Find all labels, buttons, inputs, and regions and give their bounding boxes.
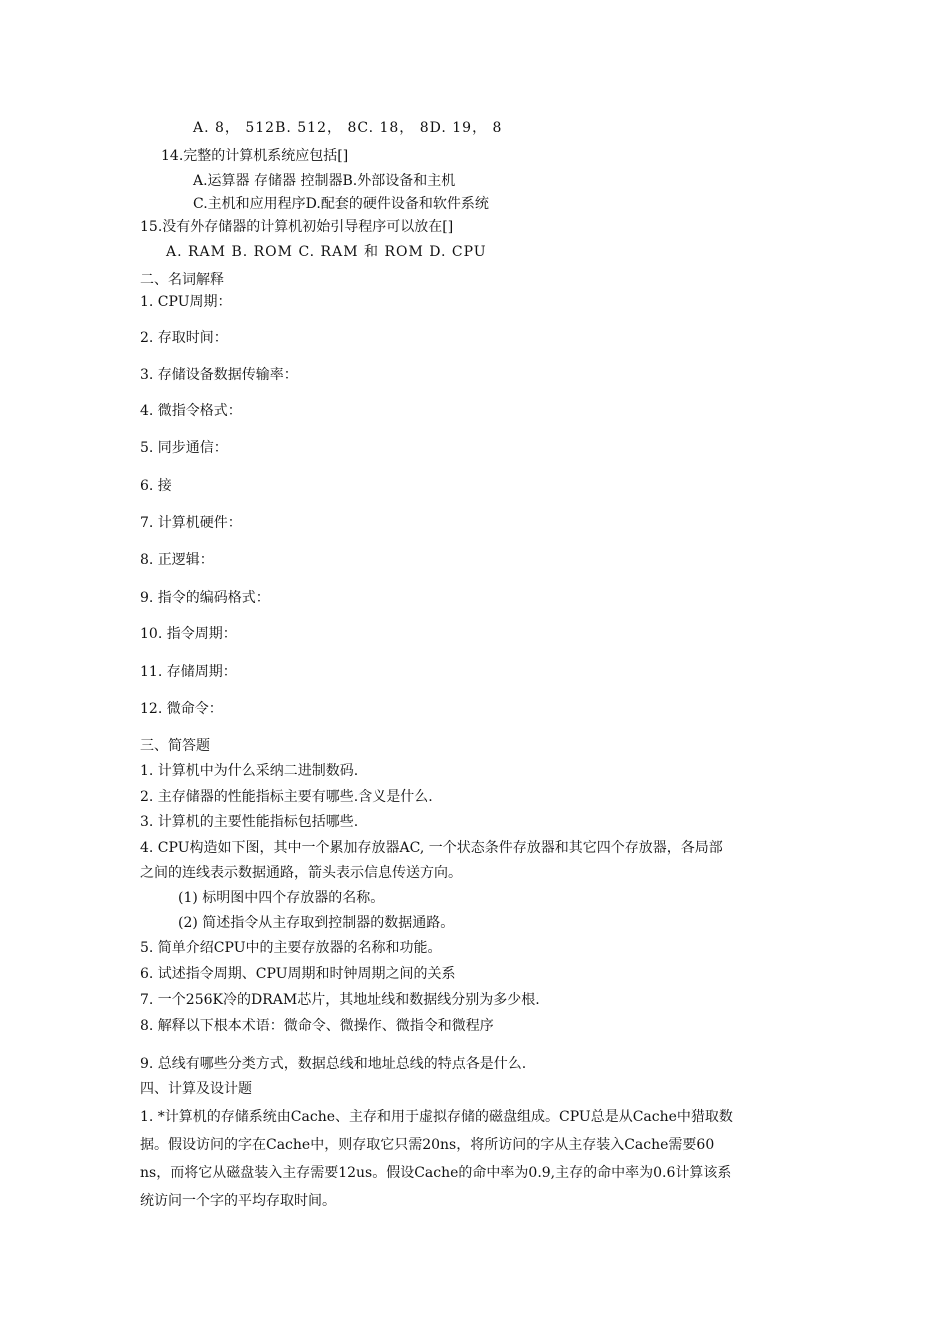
term-item: 12. 微命令：	[140, 701, 223, 717]
short-answer-q7: 7. 一个256K冷的DRAM芯片，其地址线和数据线分别为多少根.	[140, 992, 540, 1008]
section-3-heading: 三、简答题	[140, 738, 210, 754]
term-item: 9. 指令的编码格式：	[140, 590, 270, 606]
q14-options-1: A.运算器 存储器 控制器B.外部设备和主机	[193, 173, 456, 189]
short-answer-q4-sub-1: (1) 标明图中四个存放器的名称。	[178, 890, 385, 906]
short-answer-q6: 6. 试述指令周期、CPU周期和时钟周期之间的关系	[140, 966, 456, 982]
short-answer-q2: 2. 主存储器的性能指标主要有哪些.含义是什么.	[140, 789, 433, 805]
term-item: 5. 同步通信：	[140, 440, 228, 456]
short-answer-q8: 8. 解释以下根本术语：微命令、微操作、微指令和微程序	[140, 1018, 494, 1034]
term-item: 7. 计算机硬件：	[140, 515, 242, 531]
term-item: 4. 微指令格式：	[140, 403, 242, 419]
q14-options-2: C.主机和应用程序D.配套的硬件设备和软件系统	[193, 196, 489, 212]
section-2-heading: 二、名词解释	[140, 272, 224, 288]
short-answer-q5: 5. 简单介绍CPU中的主要存放器的名称和功能。	[140, 940, 442, 956]
q13-options: A. 8， 512B. 512， 8C. 18， 8D. 19， 8	[193, 120, 503, 136]
short-answer-q9: 9. 总线有哪些分类方式，数据总线和地址总线的特点各是什么.	[140, 1056, 527, 1072]
calc-q1-line-2: 据。假设访问的字在Cache中，则存取它只需20ns，将所访问的字从主存装入Cache需要60	[140, 1137, 715, 1153]
short-answer-q4-line-1: 4. CPU构造如下图，其中一个累加存放器AC, 一个状态条件存放器和其它四个存放器，各局部	[140, 840, 723, 856]
calc-q1-line-4: 统访问一个字的平均存取时间。	[140, 1193, 336, 1209]
term-item: 11. 存储周期：	[140, 664, 237, 680]
short-answer-q4-sub-2: (2) 简述指令从主存取到控制器的数据通路。	[178, 915, 455, 931]
term-item: 2. 存取时间：	[140, 330, 228, 346]
term-item: 1. CPU周期：	[140, 294, 232, 310]
term-item: 6. 接	[140, 478, 172, 494]
section-4-heading: 四、计算及设计题	[140, 1081, 252, 1097]
q15-options: A. RAM B. ROM C. RAM 和 ROM D. CPU	[166, 244, 487, 260]
short-answer-q4-line-2: 之间的连线表示数据通路，箭头表示信息传送方向。	[140, 865, 462, 881]
calc-q1-line-1: 1. *计算机的存储系统由Cache、主存和用于虚拟存储的磁盘组成。CPU总是从Cache中猎取数	[140, 1109, 733, 1125]
term-item: 3. 存储设备数据传输率：	[140, 367, 298, 383]
term-item: 10. 指令周期：	[140, 626, 237, 642]
term-item: 8. 正逻辑：	[140, 552, 214, 568]
short-answer-q1: 1. 计算机中为什么采纳二进制数码.	[140, 763, 359, 779]
short-answer-q3: 3. 计算机的主要性能指标包括哪些.	[140, 814, 359, 830]
q15-stem: 15.没有外存储器的计算机初始引导程序可以放在[]	[140, 219, 454, 235]
calc-q1-line-3: ns，而将它从磁盘装入主存需要12us。假设Cache的命中率为0.9,主存的命中率为0.6计算该系	[140, 1165, 732, 1181]
q14-stem: 14.完整的计算机系统应包括[]	[161, 148, 349, 164]
